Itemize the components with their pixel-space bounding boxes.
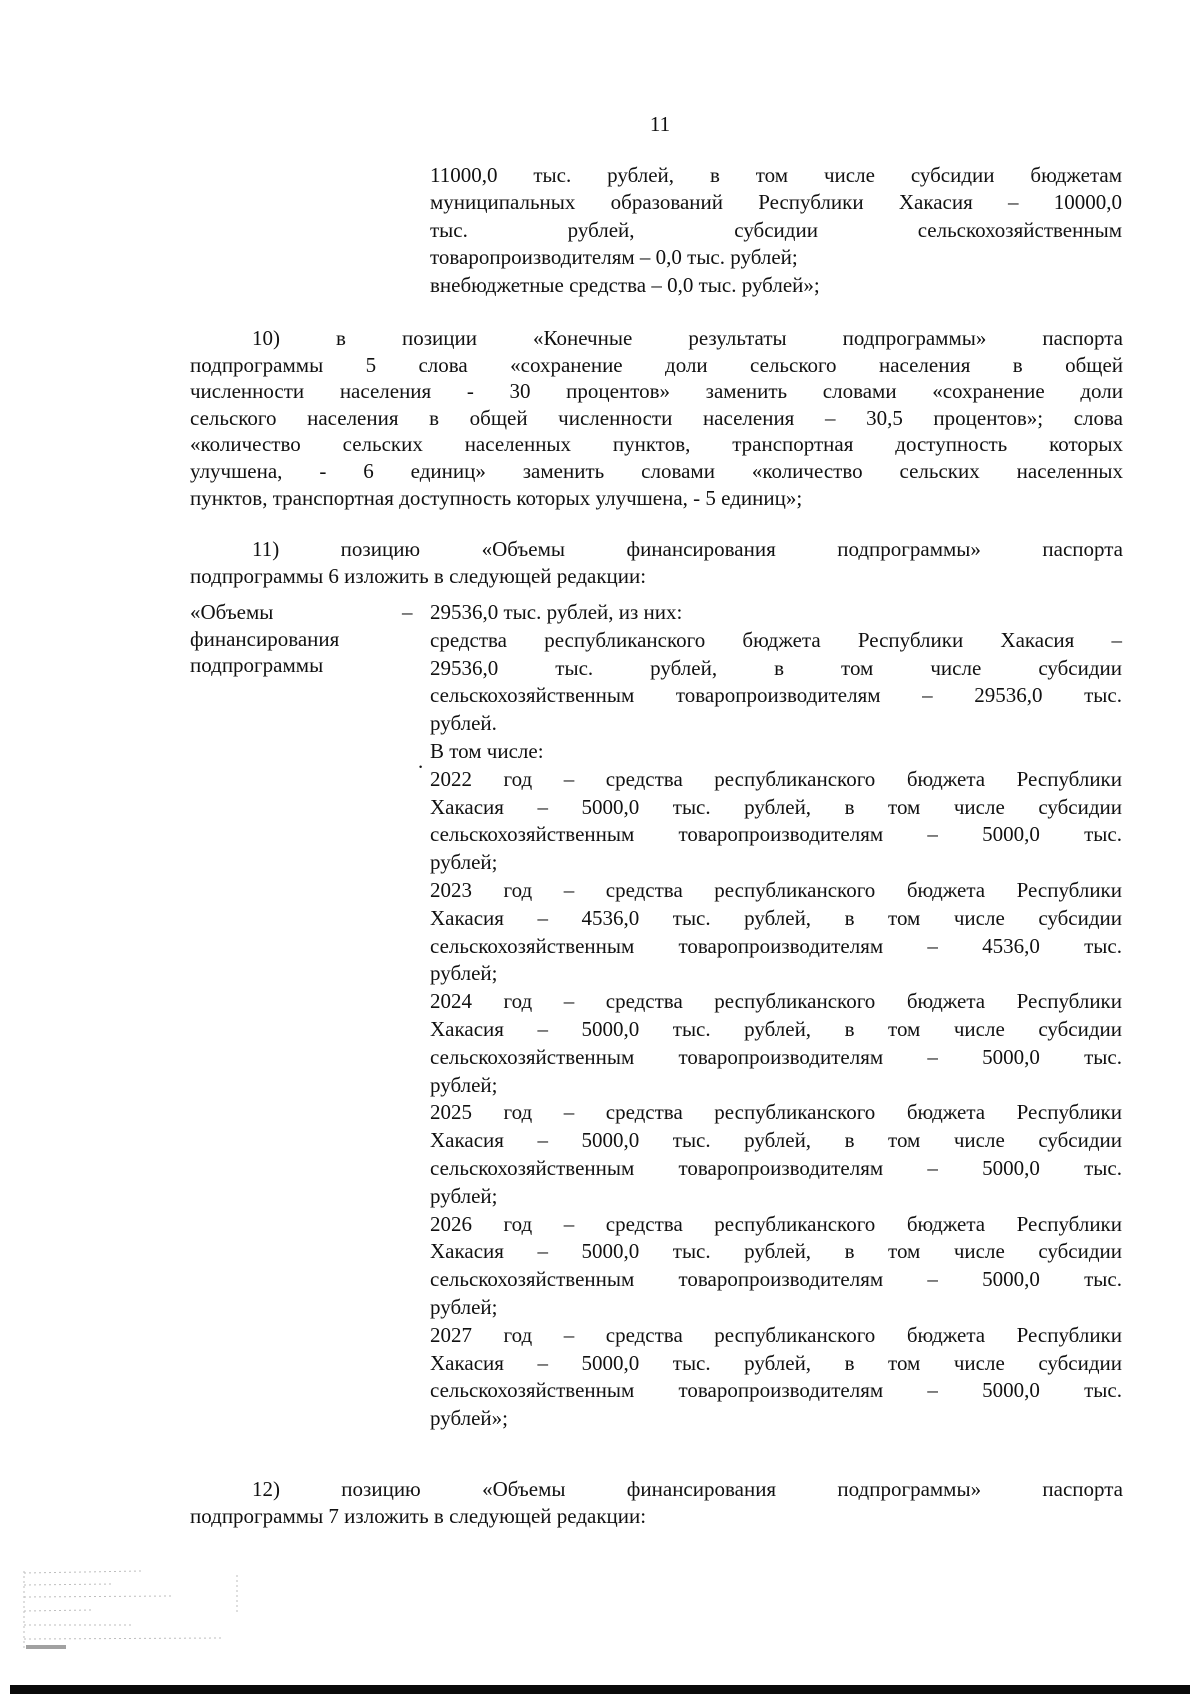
content-line: сельскохозяйственным товаропроизводителям – 4536,0 тыс. [430,933,1122,958]
text-line: 12) позицию «Объемы финансирования подпрограммы» паспорта [252,1477,1123,1501]
continuation-block [430,162,1122,299]
content-line: сельскохозяйственным товаропроизводителям – 5000,0 тыс. [430,1044,1122,1069]
text-line: «количество сельских населенных пунктов, транспортная доступность которых [190,432,1123,457]
content-line: 2024 год – средства республиканского бюджета Республики [430,989,1122,1014]
text-line: товаропроизводителям – 0,0 тыс. рублей; [430,245,798,270]
content-line: средства республиканского бюджета Республики Хакасия – [430,627,1122,652]
content-line: 29536,0 тыс. рублей, в том числе субсидии [430,655,1122,680]
text-line: тыс. рублей, субсидии сельскохозяйственным [430,217,1122,242]
content-line: рублей; [430,1183,498,1208]
content-line: 2027 год – средства республиканского бюджета Республики [430,1322,1122,1347]
text-line: пунктов, транспортная доступность которых улучшена, - 5 единиц»; [190,485,803,510]
text-line: 11000,0 тыс. рублей, в том числе субсидии бюджетам [430,163,1122,187]
label-line: подпрограммы [190,653,324,677]
content-line: сельскохозяйственным товаропроизводителям – 29536,0 тыс. [430,683,1122,708]
content-line: рублей; [430,961,498,986]
content-line: рублей. [430,711,497,736]
content-line: В том числе: [430,738,544,763]
content-line: Хакасия – 4536,0 тыс. рублей, в том числе субсидии [430,905,1122,930]
text-line: подпрограммы 5 слова «сохранение доли сельского населения в общей [190,352,1123,377]
content-line: рублей»; [430,1406,508,1431]
content-line: сельскохозяйственным товаропроизводителям – 5000,0 тыс. [430,1378,1122,1403]
content-line: Хакасия – 5000,0 тыс. рублей, в том числе субсидии [430,1239,1122,1264]
text-line: внебюджетные средства – 0,0 тыс. рублей»; [430,272,820,297]
content-line: Хакасия – 5000,0 тыс. рублей, в том числе субсидии [430,794,1122,819]
content-line: Хакасия – 5000,0 тыс. рублей, в том числе субсидии [430,1128,1122,1153]
content-line: Хакасия – 5000,0 тыс. рублей, в том числе субсидии [430,1350,1122,1375]
content-line: Хакасия – 5000,0 тыс. рублей, в том числе субсидии [430,1016,1122,1041]
text-line: подпрограммы 6 изложить в следующей редакции: [190,563,647,588]
content-line: сельскохозяйственным товаропроизводителям – 5000,0 тыс. [430,1267,1122,1292]
content-line: сельскохозяйственным товаропроизводителям – 5000,0 тыс. [430,822,1122,847]
table-dash: – [402,600,413,624]
content-line: рублей; [430,850,498,875]
text-line: численности населения - 30 процентов» заменить словами «сохранение доли [190,379,1123,404]
text-line: улучшена, - 6 единиц» заменить словами «количество сельских населенных [190,458,1123,483]
text-line: подпрограммы 7 изложить в следующей редакции: [190,1503,647,1528]
content-line: 2026 год – средства республиканского бюджета Республики [430,1211,1122,1236]
text-line: муниципальных образований Республики Хакасия – 10000,0 [430,190,1122,215]
table-content [430,599,1122,1433]
content-line: 2023 год – средства республиканского бюджета Республики [430,877,1122,902]
label-line: «Объемы [190,600,274,624]
paragraph-11 [190,536,1123,589]
text-line: 10) в позиции «Конечные результаты подпрограммы» паспорта [252,326,1123,350]
content-line: рублей; [430,1072,498,1097]
paragraph-12 [190,1476,1123,1529]
scan-artifact [22,1565,242,1655]
table-label [190,599,390,679]
text-line: сельского населения в общей численности населения – 30,5 процентов»; слова [190,405,1123,430]
label-line: финансирования [190,626,340,651]
stray-dot: . [418,749,424,773]
paragraph-10 [190,325,1123,511]
content-line: 2025 год – средства республиканского бюджета Республики [430,1100,1122,1125]
bottom-scan-border [10,1685,1190,1694]
content-line: 29536,0 тыс. рублей, из них: [430,600,683,624]
content-line: сельскохозяйственным товаропроизводителям – 5000,0 тыс. [430,1155,1122,1180]
content-line: рублей; [430,1294,498,1319]
page-number: 11 [649,112,671,136]
content-line: 2022 год – средства республиканского бюджета Республики [430,766,1122,791]
text-line: 11) позицию «Объемы финансирования подпрограммы» паспорта [252,537,1123,561]
